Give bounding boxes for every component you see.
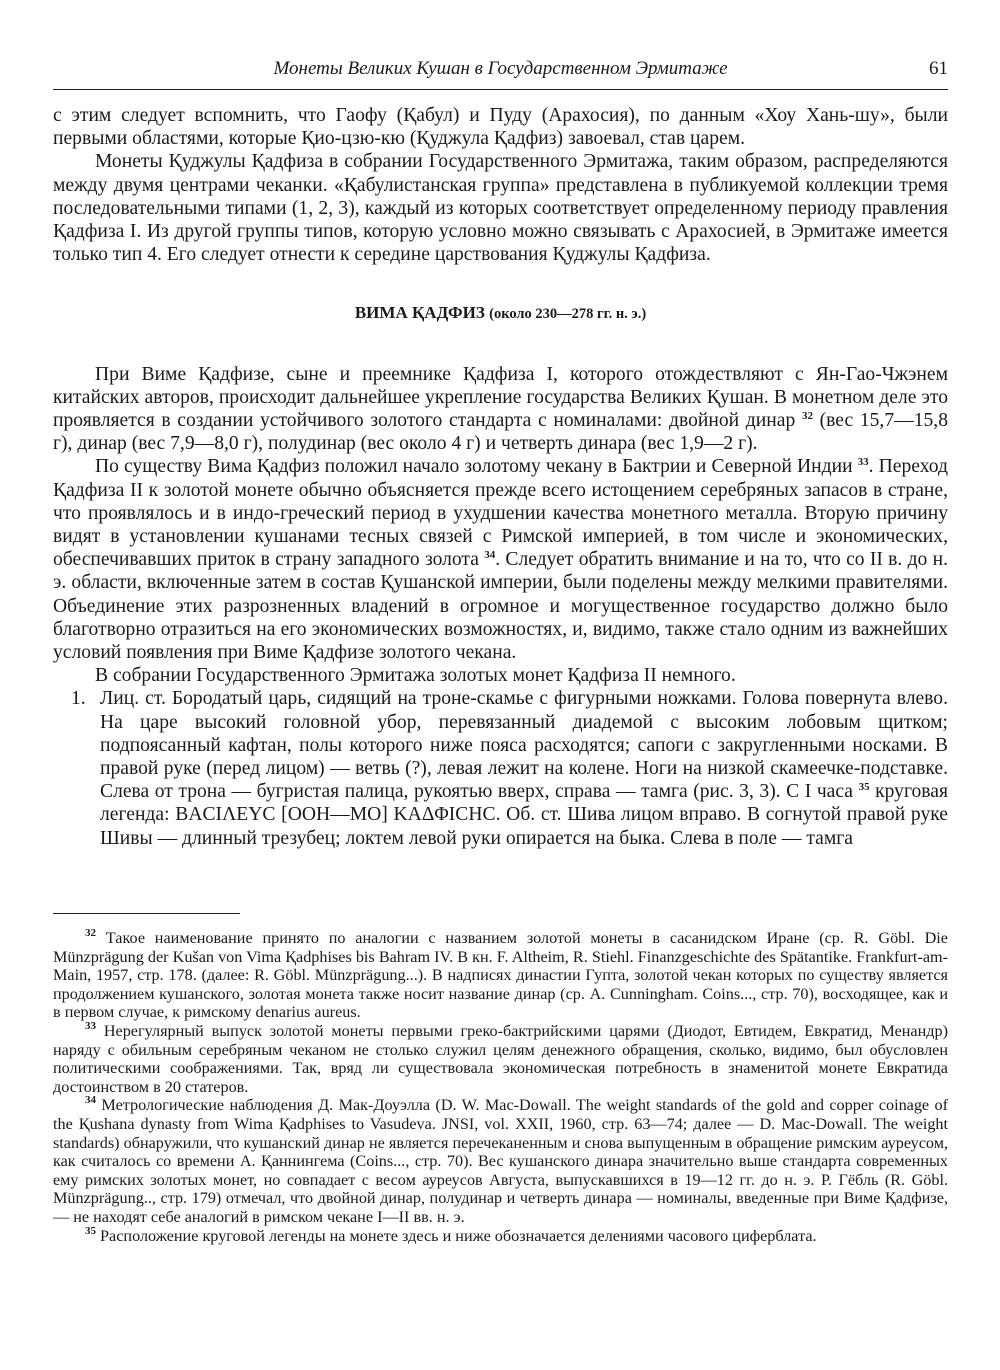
section-heading — [53, 301, 948, 326]
footnote-text: Нерегулярный выпуск золотой монеты первыми греко-бактрийскими царями (Диодот, Евтидем, Евкратид, Менандр) наряду с обильным серебряным чеканом не столько служил целям денежного обращения, сколько, видимо, был обусловлен политическими соображениями. Так, вряд ли существовала экономическая потребность в знаменитой монете Евкратида достоинством в 20 статеров. — [53, 1021, 948, 1096]
text: круговая легенда: ΒΑCΙΛΕΥC [ΟΟΗ—ΜΟ] ΚΑΔΦΙCΗC. Об. ст. Шива лицом вправо. В согнутой правой руке Шивы — длинный трезубец; локтем левой руки опирается на быка. Слева в поле — тамга — [100, 781, 948, 849]
footnote-35 — [53, 1224, 948, 1246]
running-title: Монеты Великих Кушан в Государственном Эрмитаже — [273, 58, 728, 79]
footnote-rule — [53, 913, 240, 914]
page-number: 61 — [929, 58, 948, 79]
text: По существу Вима Қадфиз положил начало золотому чекану в Бактрии и Северной Индии — [95, 456, 853, 478]
text: . Переход Қадфиза II к золотой монете обычно объясняется прежде всего истощением серебряных запасов в стране, что проявлялось и в индо-греческий период в ухудшении качества монетного металла. Вторую причину видят в установлении кушанами тесных связей с Римской империей, в том числе и экономических, обеспечивавших приток в страну западного золота — [53, 456, 948, 571]
footnote-number: 32 — [85, 927, 96, 939]
item-text — [74, 687, 948, 849]
header-rule — [53, 89, 948, 90]
running-head — [53, 58, 948, 86]
footnote-text: Метрологические наблюдения Д. Мак-Доуэлла (D. W. Mac-Dowall. The weight standards of the gold and copper coinage of the Қushana dynasty from Wima Қadphises to Vasudeva. JNSI, vol. XXII, 1960, стр. 63—74; далее — D. Mac-Dowall. The weight standards) обнаружили, что кушанский динар не является перечеканенным и снова выпущенным в обращение римским ауреусом, как считалось со времени А. Қаннингема (Coins..., стр. 70). Вес кушанского динара значительно выше стандарта современных ему римских золотых монет, но совпадает с весом ауреусов Августа, выпускавшихся в 19—12 гг. до н. э. Р. Гёбль (R. Göbl. Münzprägung.., стр. 179) отмечал, что двойной динар, полудинар и четверть динара — номиналы, введенные при Виме Қадфизе, — не находят себе аналогий в римском чекане I—II вв. н. э. — [53, 1096, 948, 1226]
footnote-32 — [53, 929, 948, 1022]
footnote-ref-34[interactable]: 34 — [484, 549, 496, 562]
main-text — [53, 104, 948, 850]
text: При Виме Қадфизе, сыне и преемнике Қадфиза I, которого отождествляют с Ян-Гао-Чжэнем китайских авторов, происходит дальнейшее укрепление государства Великих Қушан. В монетном деле это проявляется в создании устойчивого золотого стандарта с номиналами: двойной динар — [53, 363, 948, 432]
section-title: ВИМА ҚАДФИЗ — [354, 303, 485, 323]
footnote-text: Расположение круговой легенды на монете здесь и ниже обозначается делениями часового циферблата. — [96, 1226, 817, 1245]
footnote-ref-32[interactable]: 32 — [801, 410, 813, 423]
footnote-number: 35 — [85, 1224, 96, 1237]
footnote-ref-33[interactable]: 33 — [857, 456, 869, 469]
footnote-number: 33 — [85, 1019, 96, 1032]
item-number: 1. — [71, 688, 86, 710]
paragraph — [53, 455, 948, 664]
footnote-33 — [53, 1019, 948, 1096]
text: . Следует обратить внимание и на то, что со II в. до н. э. области, включенные затем в состав Қушанской империи, были поделены между мелкими правителями. Объединение этих разрозненных владений в огромное и могущественное государство должно было благотворно отразиться на его экономических возможностях, и, видимо, также стало одним из важнейших условий появления при Виме Қадфизе золотого чекана. — [53, 549, 949, 664]
text: (вес 15,7—15,8 г), динар (вес 7,9—8,0 г), полудинар (вес около 4 г) и четверть динара (вес 1,9—2 г). — [53, 410, 949, 455]
catalog-item-1 — [53, 687, 948, 849]
paragraph — [53, 363, 948, 456]
footnotes — [53, 929, 948, 1245]
footnote-34 — [53, 1096, 948, 1226]
paragraph: Монеты Қуджулы Қадфиза в собрании Государственного Эрмитажа, таким образом, распределяются между двумя центрами чеканки. «Қабулистанская группа» представлена в публикуемой коллекции тремя последовательными типами (1, 2, 3), каждый из которых соответствует определенному периоду правления Қадфиза I. Из другой группы типов, которую условно можно связывать с Арахосией, в Эрмитаже имеется только тип 4. Его следует отнести к середине царствования Қуджулы Қадфиза. — [53, 151, 948, 266]
paragraph: с этим следует вспомнить, что Гаофу (Қабул) и Пуду (Арахосия), по данным «Хоу Хань-шу», были первыми областями, которые Қио-цзю-кю (Қуджула Қадфиз) завоевал, став царем. — [53, 105, 948, 150]
footnote-number: 34 — [85, 1094, 96, 1107]
footnote-ref-35[interactable]: 35 — [858, 781, 870, 794]
text: Лиц. ст. Бородатый царь, сидящий на троне-скамье с фигурными ножками. Голова повернута влево. На царе высокий головной убор, перевязанный диадемой с высоким лобовым щитком; подпоясанный кафтан, полы которого ниже пояса расходятся; сапоги с закругленными носками. В правой руке (перед лицом) — ветвь (?), левая лежит на колене. Ноги на низкой скамеечке-подставке. Слева от трона — бугристая палица, рукоятью вверх, справа — тамга (рис. 3, 3). С I часа — [100, 688, 948, 803]
section-dates: (около 230—278 гг. н. э.) — [489, 306, 647, 323]
footnote-text: Такое наименование принято по аналогии с названием золотой монеты в сасанидском Иране (ср. R. Göbl. Die Münzprägung der Kušan von Vima Қadphises bis Bahram IV. В кн. F. Altheim, R. Stiehl. Finanzgeschichte des Spätantike. Frankfurt-am-Main, 1957, стр. 178. (далее: R. Göbl. Münzprägung...). В надписях династии Гупта, золотой чекан которых по существу является продолжением кушанского, золотая монета также носит название динар (ср. A. Cunningham. Coins..., стр. 70), восходящее, как и в первом случае, к римскому denarius aureus. — [53, 929, 948, 1022]
paragraph: В собрании Государственного Эрмитажа золотых монет Қадфиза II немного. — [95, 665, 736, 687]
